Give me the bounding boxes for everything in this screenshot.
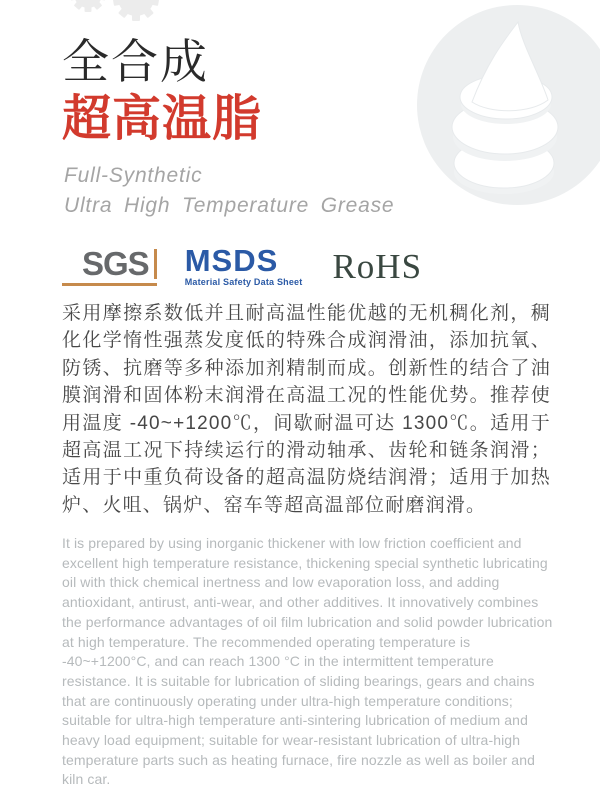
sgs-logo-label: SGS bbox=[82, 249, 157, 279]
product-title-english bbox=[64, 161, 394, 221]
msds-logo-label: MSDS bbox=[184, 243, 279, 278]
grease-swirl-image bbox=[410, 0, 600, 235]
product-title bbox=[62, 34, 262, 148]
subtitle-line2: Ultra High Temperature Grease bbox=[64, 194, 395, 217]
gear-decoration bbox=[58, 0, 178, 34]
rohs-logo: RoHS bbox=[332, 247, 423, 286]
product-title-line2: 超高温脂 bbox=[62, 92, 263, 146]
gear-icon-small bbox=[70, 0, 107, 12]
description-chinese: 采用摩擦系数低并且耐高温性能优越的无机稠化剂，稠化化学惰性强蒸发度低的特殊合成润滑油，添加抗氧、防锈、抗磨等多种添加剂精制而成。创新性的结合了油膜润滑和固体粉末润滑在高温工况的性能优势。推荐使用温度 -40~+1200℃，间歇耐温可达 1300℃。适用于超高温工况下持续运行的滑动轴承、齿轮和链条润滑；适用于中重负荷设备的超高温防烧结润滑；适用于加热炉、火咀、锅炉、窑车等超高温部位耐磨润滑。 bbox=[62, 303, 551, 516]
msds-logo bbox=[184, 243, 303, 288]
gear-icon-large bbox=[113, 0, 160, 21]
msds-logo-sublabel: Material Safety Data Sheet bbox=[184, 277, 303, 287]
subtitle-line1: Full-Synthetic bbox=[64, 164, 203, 187]
product-title-line1: 全合成 bbox=[62, 35, 209, 88]
description-english: It is prepared by using inorganic thickener with low friction coefficient and excellent high temperature resistance, thickening special synthetic lubricating oil with thick chemical inertness and low evaporation loss, and adding antioxidant, antirust, anti-wear, and other additives. It innovatively combines the performance advantages of oil film lubrication and solid powder lubrication at high temperature. The recommended operating temperature is -40~+1200°C, and can reach 1300 °C in the intermittent temperature resistance. It is suitable for lubrication of sliding bearings, gears and chains that are continuously operating under ultra-high temperature conditions; suitable for ultra-high temperature anti-sintering lubrication of medium and heavy load equipment; suitable for wear-resistant lubrication of ultra-high temperature parts such as heating furnace, fire nozzle as well as boiler and kiln car. bbox=[62, 535, 553, 788]
sgs-logo bbox=[62, 244, 157, 286]
certification-logos bbox=[62, 243, 422, 291]
